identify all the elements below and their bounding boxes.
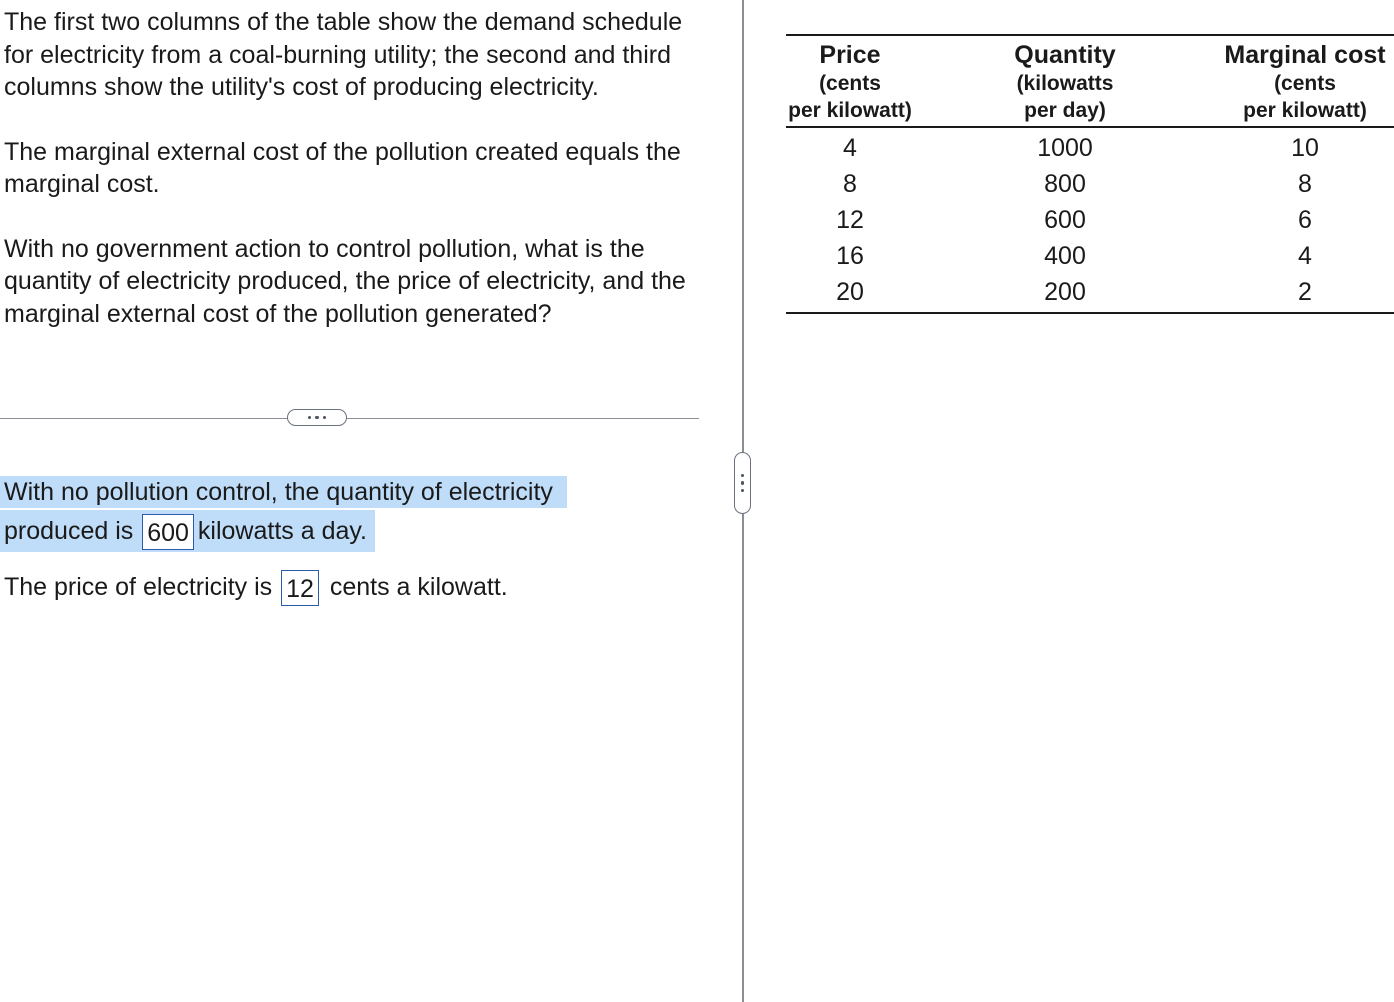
question-text [4,6,694,362]
marginal-cost-cell: 2 [1298,277,1312,306]
grip-dot-icon [741,474,745,478]
ellipsis-dot-icon [315,416,319,420]
electricity-table [786,34,1394,314]
answer-price-line [4,566,694,608]
header-sub: per day) [1024,99,1106,122]
header-quantity [914,35,1216,127]
quantity-cell: 200 [1044,277,1086,306]
header-sub: per kilowatt) [788,99,912,122]
price-cell: 16 [836,241,864,270]
answer-quantity-line-2 [4,510,694,552]
header-marginal-cost [1216,35,1394,127]
quantity-cell: 400 [1044,241,1086,270]
quantity-suffix-text: kilowatts a day. [197,517,367,545]
header-title: Price [819,41,881,69]
marginal-cost-cell: 10 [1291,133,1319,162]
header-sub: (cents [819,72,881,95]
highlighted-text [0,510,375,552]
price-prefix-text: The price of electricity is [4,573,273,601]
grip-dot-icon [741,481,745,485]
table-header-row [786,35,1394,127]
ellipsis-dot-icon [308,416,312,420]
marginal-cost-cell: 8 [1298,169,1312,198]
quantity-cell: 1000 [1037,133,1093,162]
marginal-cost-cell: 4 [1298,241,1312,270]
quantity-prefix-text: produced is [4,517,134,545]
header-sub: (kilowatts [1016,72,1114,95]
header-sub: (cents [1274,72,1336,95]
header-title: Marginal cost [1224,41,1386,69]
quantity-cell: 800 [1044,169,1086,198]
header-title: Quantity [1014,41,1116,69]
question-paragraph-1: The first two columns of the table show the demand schedule for electricity from a coal-burning utility; the second and third columns show the utility's cost of producing electricity. [4,8,683,101]
data-table-container [786,34,1394,314]
ellipsis-dot-icon [323,416,327,420]
price-cell: 20 [836,277,864,306]
answer-area [4,476,694,608]
header-price [786,35,914,127]
answer-quantity-line-1 [4,476,694,508]
grip-dot-icon [741,489,745,493]
splitter-drag-handle[interactable] [734,452,751,514]
quantity-cell: 600 [1044,205,1086,234]
marginal-cost-cell: 6 [1298,205,1312,234]
quantity-answer-field[interactable]: 600 [142,514,194,550]
expand-more-button[interactable] [287,409,347,426]
question-paragraph-2: The marginal external cost of the pollution created equals the marginal cost. [4,137,681,198]
price-suffix-text: cents a kilowatt. [329,573,508,601]
table-row [786,274,1394,313]
price-cell: 8 [843,169,857,198]
header-sub: per kilowatt) [1243,99,1367,122]
table-row [786,127,1394,166]
question-paragraph-3: With no government action to control pollution, what is the quantity of electricity produced, the price of electricity, and the marginal external cost of the pollution generated? [4,234,686,328]
price-answer-field[interactable]: 12 [281,570,319,606]
table-row [786,238,1394,274]
section-divider [0,418,699,419]
price-cell: 4 [843,133,857,162]
price-cell: 12 [836,205,864,234]
table-row [786,166,1394,202]
table-row [786,202,1394,238]
highlighted-text: With no pollution control, the quantity of electricity [0,476,567,508]
